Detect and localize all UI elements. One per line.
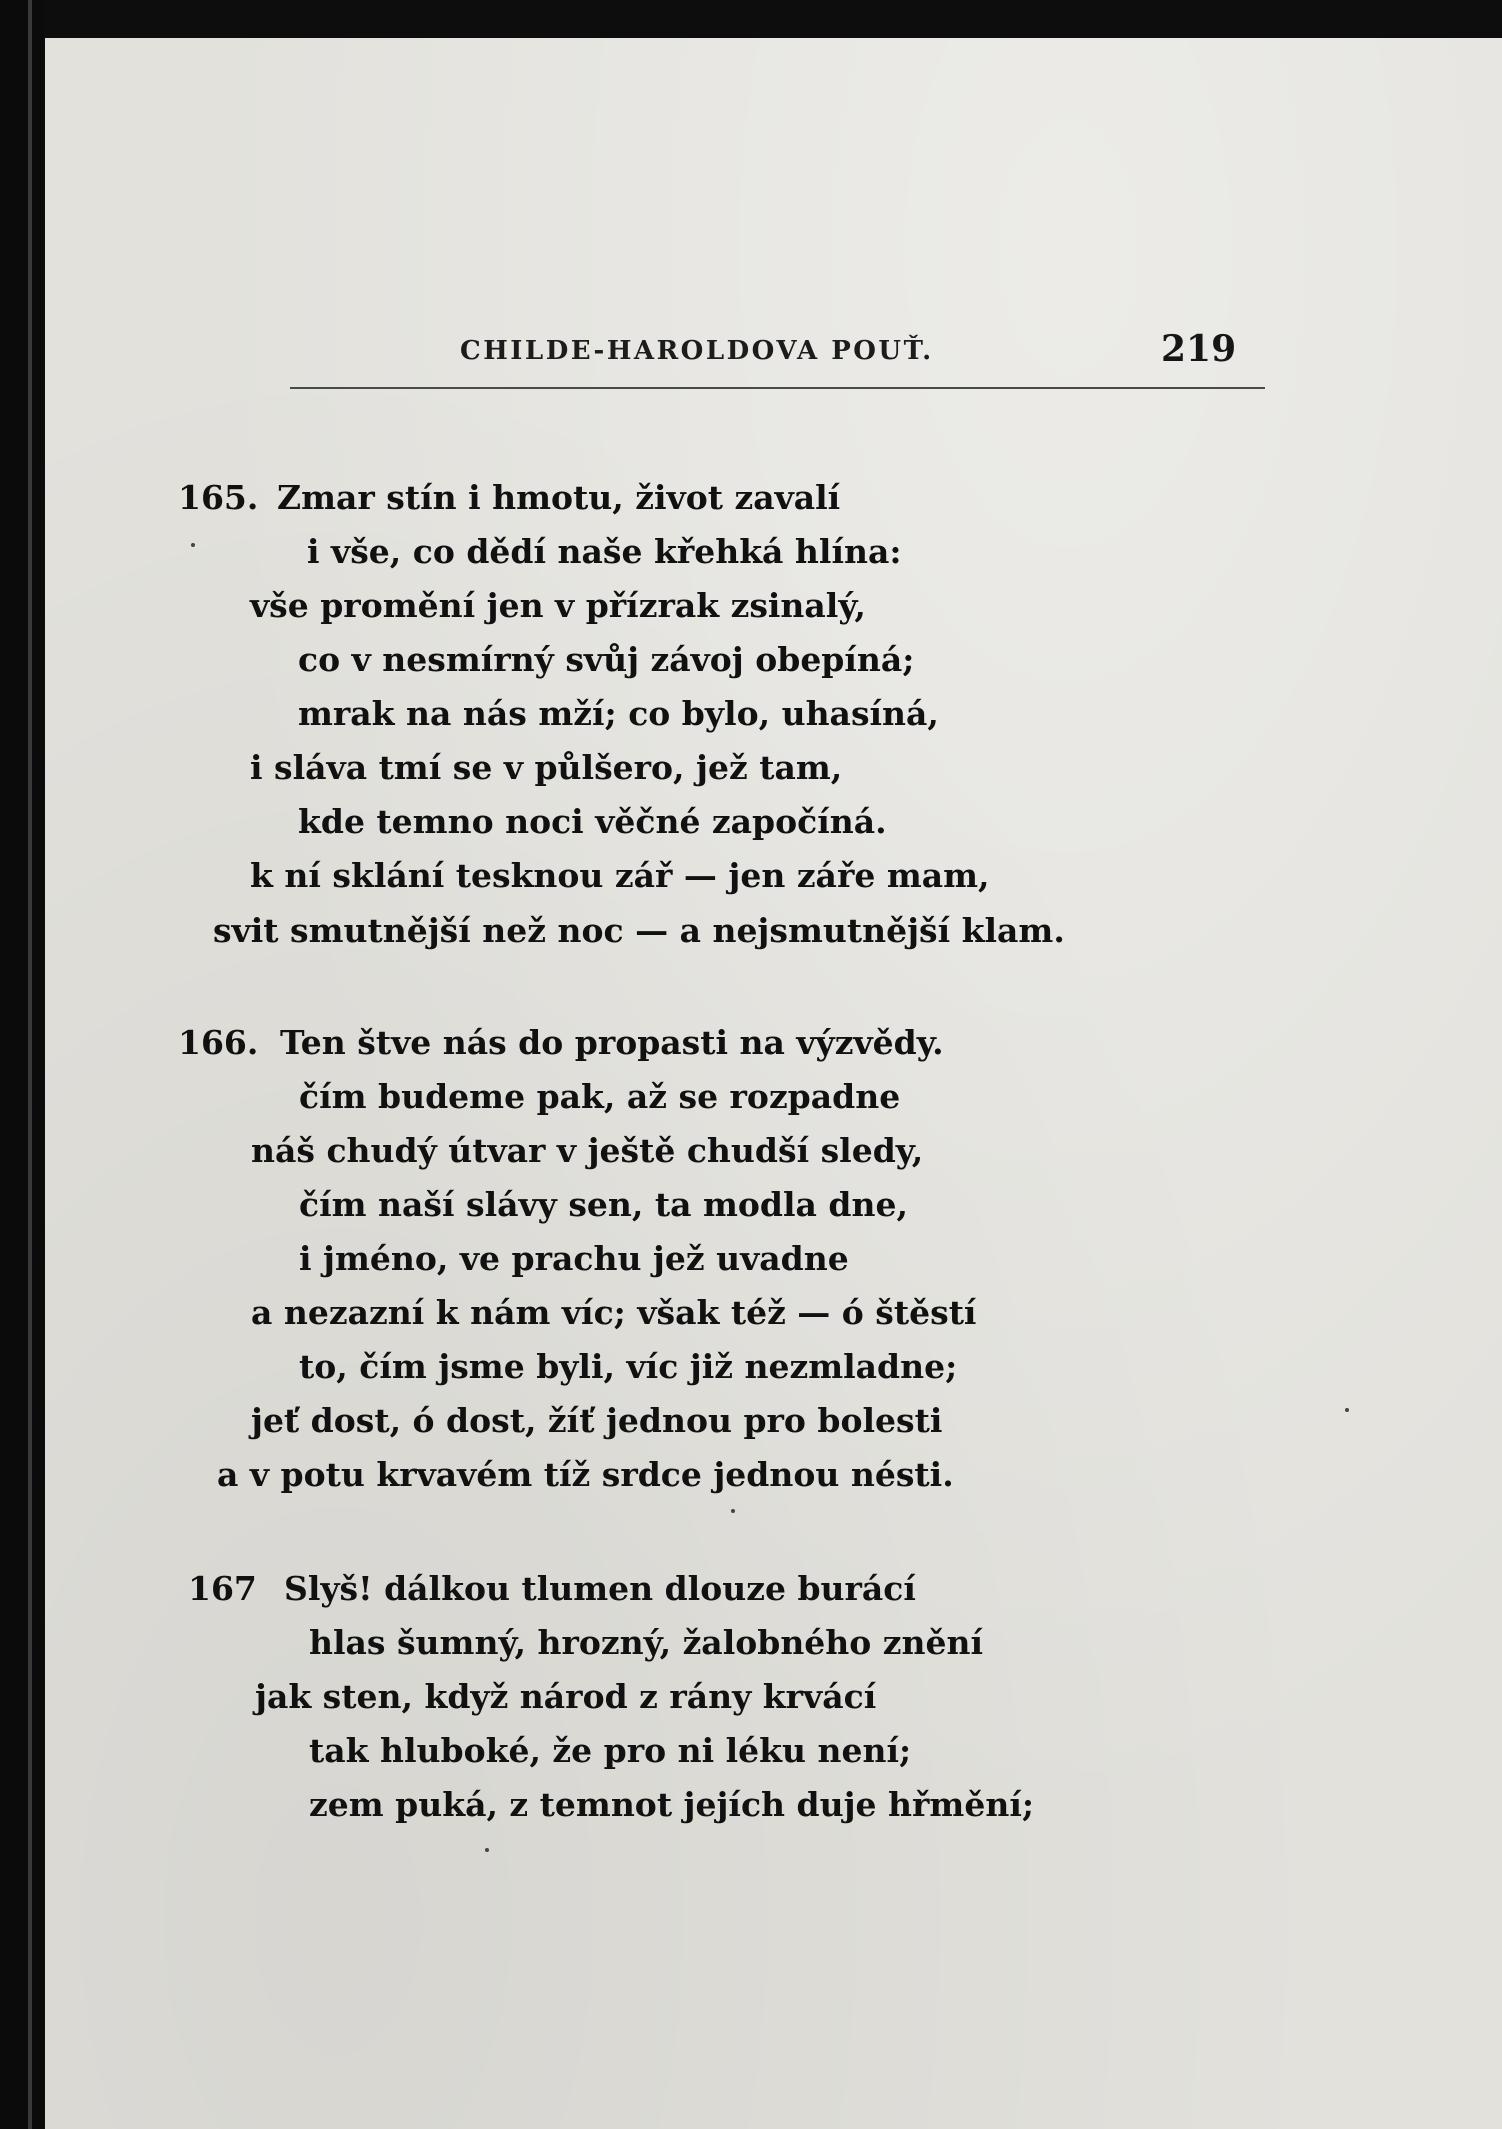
print-speck <box>191 543 195 547</box>
verse-line: jeť dost, ó dost, žíť jednou pro bolesti <box>251 1401 943 1440</box>
verse-line: i jméno, ve prachu jež uvadne <box>299 1239 849 1278</box>
page-left-edge <box>0 0 44 2129</box>
book-page <box>45 38 1502 2129</box>
verse-line: i sláva tmí se v půlšero, jež tam, <box>250 748 843 787</box>
verse-line: tak hluboké, že pro ni léku není; <box>309 1731 912 1770</box>
verse-line: i vše, co dědí naše křehká hlína: <box>307 532 902 571</box>
verse-line: Ten štve nás do propasti na výzvědy. <box>280 1023 944 1062</box>
print-speck <box>731 1509 735 1513</box>
stanza-number: 166. <box>178 1023 259 1062</box>
print-speck <box>485 1848 489 1852</box>
verse-line: a nezazní k nám víc; však též — ó štěstí <box>251 1293 977 1332</box>
verse-line: jak sten, když národ z rány krvácí <box>255 1677 877 1716</box>
page-number: 219 <box>1161 328 1237 370</box>
running-title: CHILDE-HAROLDOVA POUŤ. <box>460 336 934 366</box>
verse-line: Slyš! dálkou tlumen dlouze burácí <box>284 1569 916 1608</box>
verse-line: Zmar stín i hmotu, život zavalí <box>277 478 841 517</box>
verse-line: hlas šumný, hrozný, žalobného znění <box>309 1623 984 1662</box>
stanza-number: 165. <box>178 478 259 517</box>
verse-line: co v nesmírný svůj závoj obepíná; <box>298 640 915 679</box>
verse-line: a v potu krvavém tíž srdce jednou nésti. <box>217 1455 954 1494</box>
binding-strip <box>28 0 32 2129</box>
print-speck <box>1345 1408 1349 1412</box>
verse-line: náš chudý útvar v ještě chudší sledy, <box>251 1131 924 1170</box>
verse-line: to, čím jsme byli, víc již nezmladne; <box>299 1347 958 1386</box>
verse-line: k ní sklání tesknou zář — jen záře mam, <box>250 856 990 895</box>
verse-line: čím naší slávy sen, ta modla dne, <box>299 1185 908 1224</box>
verse-line: čím budeme pak, až se rozpadne <box>299 1077 901 1116</box>
stanza-number: 167 <box>188 1569 257 1608</box>
verse-line: vše promění jen v přízrak zsinalý, <box>250 586 866 625</box>
verse-line: svit smutnější než noc — a nejsmutnější klam. <box>213 911 1065 950</box>
verse-line: kde temno noci věčné započíná. <box>298 802 887 841</box>
verse-line: zem puká, z temnot jejích duje hřmění; <box>309 1785 1035 1824</box>
header-rule <box>290 387 1265 389</box>
verse-line: mrak na nás mží; co bylo, uhasíná, <box>298 694 939 733</box>
